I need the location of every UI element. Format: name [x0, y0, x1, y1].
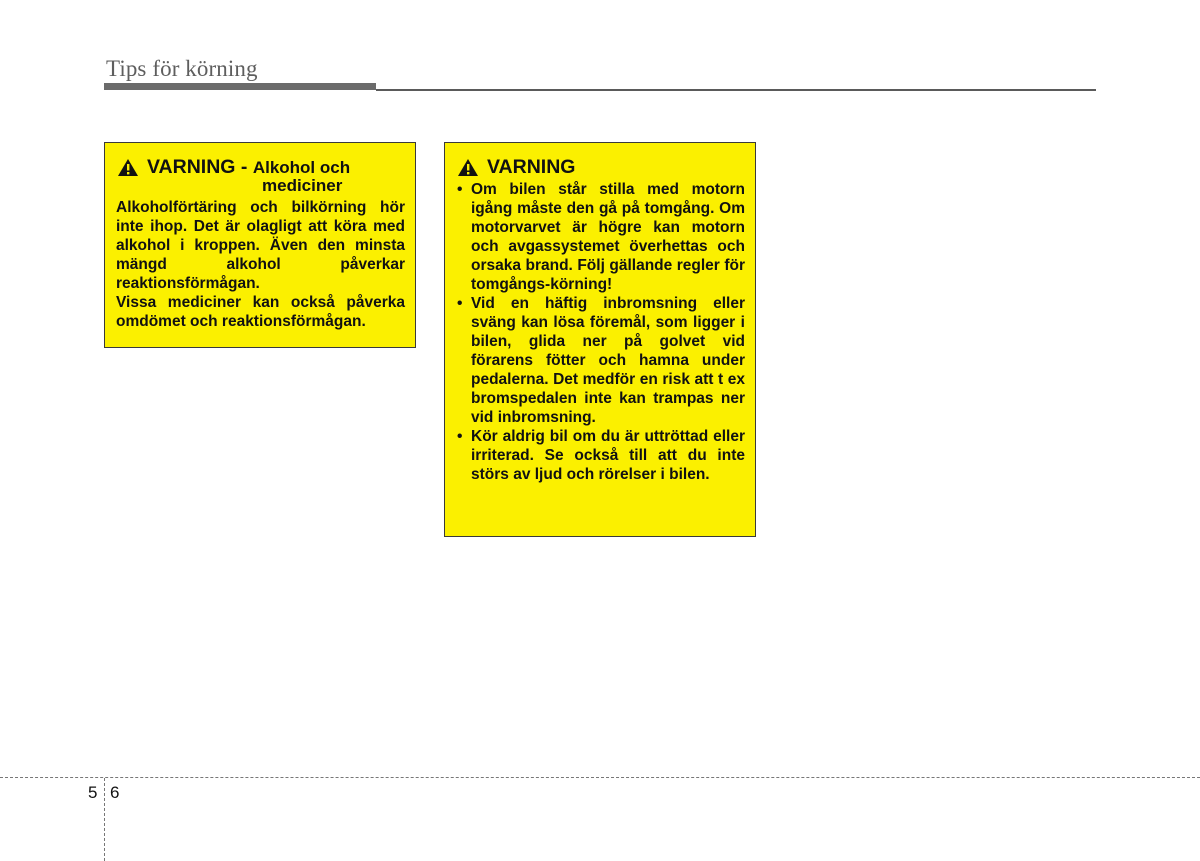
warning-box-alcohol	[104, 142, 416, 348]
warning-subtitle: Alkohol och	[252, 158, 351, 177]
footer-rule	[0, 777, 1200, 778]
list-item: • Vid en häftig inbromsning eller sväng kan lösa föremål, som ligger i bilen, glida ner på golvet vid förarens fötter och hamna under pedalerna. Det medför en risk att t ex bromspedalen inte kan trampas ner vid inbromsning.	[457, 295, 745, 426]
bullet-text: Kör aldrig bil om du är uttröttad eller irriterad. Se också till att du inte störs av ljud och rörelser i bilen.	[471, 428, 745, 483]
page-number-divider	[104, 778, 105, 861]
warning-paragraph: Alkoholförtäring och bilkörning hör inte ihop. Det är olagligt att köra med alkohol i kroppen. Även den minsta mängd alkohol påverkar reaktionsförmågan.	[116, 199, 405, 292]
header-rule	[376, 89, 1096, 91]
warning-box-idling	[444, 142, 756, 537]
chapter-number: 5	[88, 783, 98, 802]
bullet-text: Om bilen står stilla med motorn igång måste den gå på tomgång. Om motorvarvet är högre kan motorn och avgassystemet överhettas och orsaka brand. Följ gällande regler för tomgångs-körning!	[471, 181, 745, 293]
warning-heading	[456, 157, 745, 178]
page-number: 6	[110, 783, 120, 802]
warning-triangle-icon	[117, 158, 139, 177]
warning-paragraph: Vissa mediciner kan också påverka omdömet och reaktionsförmågan.	[116, 294, 405, 330]
warning-title: VARNING	[487, 156, 576, 178]
warning-heading: VARNING - Alkohol och	[116, 157, 405, 178]
warning-triangle-icon	[457, 158, 479, 177]
bullet-text: Vid en häftig inbromsning eller sväng kan lösa föremål, som ligger i bilen, glida ner på golvet vid förarens fötter och hamna under pedalerna. Det medför en risk att t ex bromspedalen inte kan trampas ner vid inbromsning.	[471, 295, 745, 426]
header-rule-accent	[104, 83, 376, 90]
warning-title: VARNING	[147, 156, 236, 178]
warning-subtitle-continued: mediciner	[262, 176, 343, 195]
list-item: • Om bilen står stilla med motorn igång måste den gå på tomgång. Om motorvarvet är högre kan motorn och avgassystemet överhettas och orsaka brand. Följ gällande regler för tomgångs-körning!	[457, 181, 745, 293]
list-item: • Kör aldrig bil om du är uttröttad eller irriterad. Se också till att du inte störs av ljud och rörelser i bilen.	[457, 428, 745, 483]
warning-bullet-list	[456, 180, 745, 484]
section-title: Tips för körning	[106, 56, 258, 81]
